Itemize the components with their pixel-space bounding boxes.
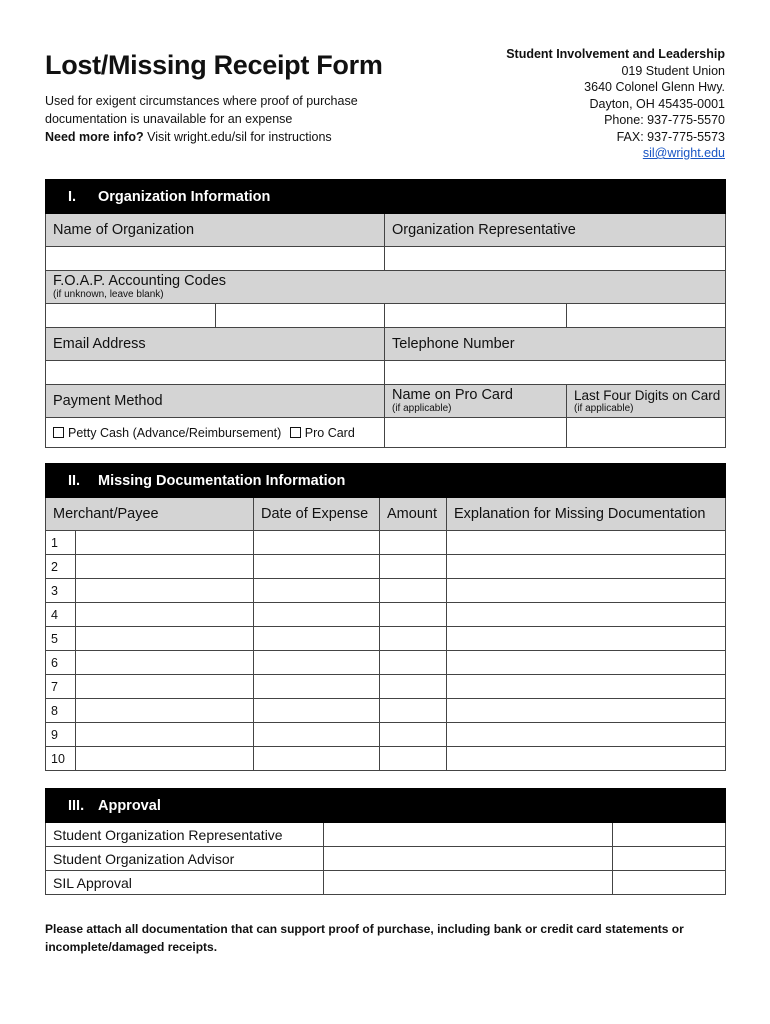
- section-3-header: [46, 789, 726, 823]
- section-1-header: [46, 180, 726, 214]
- section-1-title: Organization Information: [98, 188, 271, 205]
- approval-signature-field[interactable]: [324, 823, 613, 847]
- explanation-field[interactable]: [447, 747, 726, 771]
- amount-field[interactable]: [380, 531, 447, 555]
- foap-title: F.O.A.P. Accounting Codes: [53, 273, 227, 289]
- explanation-field[interactable]: [447, 651, 726, 675]
- petty-cash-checkbox[interactable]: [53, 427, 64, 438]
- table-row: [46, 675, 726, 699]
- last-four-title: Last Four Digits on Card: [574, 388, 721, 403]
- amount-field[interactable]: [380, 579, 447, 603]
- contact-email-link[interactable]: sil@wright.edu: [642, 146, 725, 160]
- need-more-info-label: Need more info?: [45, 130, 144, 144]
- date-field[interactable]: [254, 603, 380, 627]
- section-2-header: [46, 464, 726, 498]
- section-2-number: II.: [68, 472, 81, 489]
- form-subtitle: [45, 92, 425, 146]
- foap-fund-field[interactable]: [46, 304, 216, 328]
- table-row: [46, 531, 726, 555]
- pro-card-checkbox[interactable]: [290, 427, 301, 438]
- approval-role-label: SIL Approval: [46, 871, 324, 895]
- approval-date-field[interactable]: [613, 871, 726, 895]
- foap-note: (if unknown, leave blank): [53, 289, 164, 300]
- contact-address-2: 3640 Colonel Glenn Hwy.: [584, 80, 725, 94]
- table-row: [46, 699, 726, 723]
- amount-header: Amount: [380, 498, 447, 531]
- contact-fax: FAX: 937-775-5573: [616, 129, 725, 144]
- foap-account-field[interactable]: [385, 304, 567, 328]
- merchant-field[interactable]: [76, 747, 254, 771]
- contact-org: Student Involvement and Leadership: [506, 47, 725, 61]
- row-number: 8: [46, 699, 76, 723]
- approval-role-label: Student Organization Advisor: [46, 847, 324, 871]
- need-more-info-text: Visit wright.edu/sil for instructions: [143, 130, 332, 144]
- approval-role-label: Student Organization Representative: [46, 823, 324, 847]
- section-1-number: I.: [68, 188, 77, 205]
- row-number: 1: [46, 531, 76, 555]
- table-row: [46, 627, 726, 651]
- table-row: [46, 723, 726, 747]
- foap-program-field[interactable]: [567, 304, 726, 328]
- last-four-field[interactable]: [567, 418, 726, 448]
- approval-rows: [46, 823, 726, 895]
- approval-signature-field[interactable]: [324, 847, 613, 871]
- pro-card-label: Pro Card: [304, 425, 355, 440]
- org-rep-field[interactable]: [385, 247, 726, 271]
- contact-address-3: Dayton, OH 45435-0001: [589, 96, 725, 111]
- row-number: 10: [46, 747, 76, 771]
- subtitle-line-1: Used for exigent circumstances where proof of purchase: [45, 94, 358, 108]
- date-field[interactable]: [254, 723, 380, 747]
- row-number: 6: [46, 651, 76, 675]
- date-field[interactable]: [254, 747, 380, 771]
- explanation-field[interactable]: [447, 579, 726, 603]
- amount-field[interactable]: [380, 699, 447, 723]
- row-number: 4: [46, 603, 76, 627]
- org-name-label: Name of Organization: [46, 214, 385, 247]
- table-row: [46, 555, 726, 579]
- date-field[interactable]: [254, 579, 380, 603]
- payment-method-options: [46, 418, 385, 448]
- section-3-number: III.: [68, 797, 85, 814]
- table-row: [46, 847, 726, 871]
- explanation-field[interactable]: [447, 555, 726, 579]
- explanation-header: Explanation for Missing Documentation: [447, 498, 726, 531]
- pro-card-name-label: [385, 385, 567, 418]
- amount-field[interactable]: [380, 651, 447, 675]
- merchant-field[interactable]: [76, 651, 254, 675]
- amount-field[interactable]: [380, 603, 447, 627]
- merchant-field[interactable]: [76, 627, 254, 651]
- date-field[interactable]: [254, 555, 380, 579]
- amount-field[interactable]: [380, 747, 447, 771]
- date-field[interactable]: [254, 675, 380, 699]
- approval-signature-field[interactable]: [324, 871, 613, 895]
- approval-date-field[interactable]: [613, 823, 726, 847]
- date-field[interactable]: [254, 627, 380, 651]
- amount-field[interactable]: [380, 555, 447, 579]
- contact-block: [506, 46, 725, 162]
- merchant-field[interactable]: [76, 579, 254, 603]
- amount-field[interactable]: [380, 627, 447, 651]
- subtitle-line-2: documentation is unavailable for an expense: [45, 112, 293, 126]
- row-number: 2: [46, 555, 76, 579]
- need-more-info: [45, 128, 425, 146]
- pro-card-name-note: (if applicable): [392, 403, 452, 414]
- org-name-field[interactable]: [46, 247, 385, 271]
- section-3-title: Approval: [98, 797, 161, 814]
- payment-method-label: Payment Method: [46, 385, 385, 418]
- explanation-field[interactable]: [447, 699, 726, 723]
- row-number: 9: [46, 723, 76, 747]
- phone-label: Telephone Number: [385, 328, 726, 361]
- expense-rows: [46, 531, 726, 771]
- table-row: [46, 871, 726, 895]
- contact-address-1: 019 Student Union: [621, 63, 725, 78]
- table-row: [46, 579, 726, 603]
- explanation-field[interactable]: [447, 723, 726, 747]
- date-header: Date of Expense: [254, 498, 380, 531]
- footer-note: Please attach all documentation that can support proof of purchase, including bank or credit card statements or incomplete/damaged receipts.: [45, 922, 684, 954]
- table-row: [46, 651, 726, 675]
- pro-card-name-title: Name on Pro Card: [392, 387, 513, 403]
- phone-field[interactable]: [385, 361, 726, 385]
- form-title: Lost/Missing Receipt Form: [45, 50, 383, 80]
- last-four-label: [567, 385, 726, 418]
- explanation-field[interactable]: [447, 603, 726, 627]
- approval-table: [45, 788, 726, 895]
- explanation-field[interactable]: [447, 675, 726, 699]
- row-number: 3: [46, 579, 76, 603]
- last-four-note: (if applicable): [574, 403, 634, 414]
- explanation-field[interactable]: [447, 627, 726, 651]
- merchant-header: Merchant/Payee: [46, 498, 254, 531]
- table-row: [46, 603, 726, 627]
- merchant-field[interactable]: [76, 555, 254, 579]
- date-field[interactable]: [254, 699, 380, 723]
- row-number: 5: [46, 627, 76, 651]
- table-row: [46, 747, 726, 771]
- section-2-title: Missing Documentation Information: [98, 472, 346, 489]
- missing-documentation-table: [45, 463, 726, 771]
- table-row: [46, 823, 726, 847]
- merchant-field[interactable]: [76, 699, 254, 723]
- org-rep-label: Organization Representative: [385, 214, 726, 247]
- foap-org-field[interactable]: [216, 304, 385, 328]
- approval-date-field[interactable]: [613, 847, 726, 871]
- email-field[interactable]: [46, 361, 385, 385]
- email-label: Email Address: [46, 328, 385, 361]
- date-field[interactable]: [254, 651, 380, 675]
- amount-field[interactable]: [380, 723, 447, 747]
- merchant-field[interactable]: [76, 723, 254, 747]
- merchant-field[interactable]: [76, 603, 254, 627]
- contact-phone: Phone: 937-775-5570: [604, 113, 725, 127]
- date-field[interactable]: [254, 531, 380, 555]
- organization-info-table: [45, 179, 726, 448]
- merchant-field[interactable]: [76, 675, 254, 699]
- foap-label: [46, 271, 726, 304]
- petty-cash-label: Petty Cash (Advance/Reimbursement): [68, 425, 282, 440]
- row-number: 7: [46, 675, 76, 699]
- pro-card-name-field[interactable]: [385, 418, 567, 448]
- explanation-field[interactable]: [447, 531, 726, 555]
- merchant-field[interactable]: [76, 531, 254, 555]
- amount-field[interactable]: [380, 675, 447, 699]
